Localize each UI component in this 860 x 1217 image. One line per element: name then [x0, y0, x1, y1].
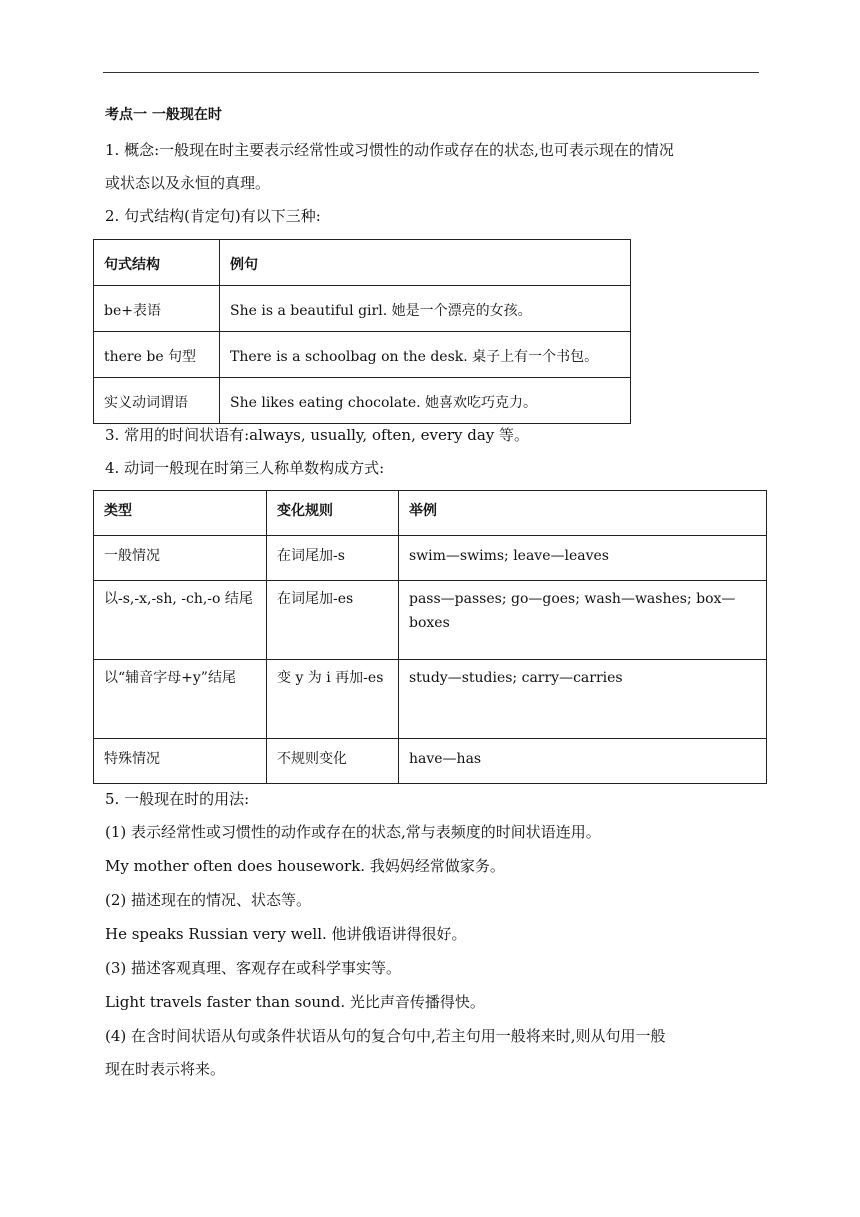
- table-header-cell: 类型: [94, 491, 267, 536]
- table-cell: 一般情况: [94, 536, 267, 581]
- table-cell: 特殊情况: [94, 739, 267, 784]
- third-person-singular-table: [93, 490, 767, 784]
- usage-4-line-2: 现在时表示将来。: [105, 1060, 226, 1078]
- table-cell: 不规则变化: [267, 739, 399, 784]
- header-rule: [103, 72, 759, 73]
- table-cell: 在词尾加-es: [267, 581, 399, 660]
- usage-2: (2) 描述现在的情况、状态等。: [105, 891, 312, 909]
- paragraph-2: 2. 句式结构(肯定句)有以下三种:: [105, 207, 321, 225]
- table-row: [94, 378, 631, 424]
- section-title: 考点一 一般现在时: [105, 107, 222, 123]
- paragraph-1-line-1: 1. 概念:一般现在时主要表示经常性或习惯性的动作或存在的状态,也可表示现在的情况: [105, 141, 674, 159]
- table-cell: 实义动词谓语: [94, 378, 220, 424]
- example-1: My mother often does housework. 我妈妈经常做家务。: [105, 857, 505, 875]
- table-cell: there be 句型: [94, 332, 220, 378]
- paragraph-3: 3. 常用的时间状语有:always, usually, often, every day 等。: [105, 426, 530, 444]
- table-cell: be+表语: [94, 286, 220, 332]
- table-cell: There is a schoolbag on the desk. 桌子上有一个书包。: [220, 332, 631, 378]
- paragraph-4: 4. 动词一般现在时第三人称单数构成方式:: [105, 459, 385, 477]
- table-row: [94, 581, 767, 660]
- usage-3: (3) 描述客观真理、客观存在或科学事实等。: [105, 959, 402, 977]
- table-header-cell: 举例: [399, 491, 767, 536]
- table-cell: She likes eating chocolate. 她喜欢吃巧克力。: [220, 378, 631, 424]
- example-2: He speaks Russian very well. 他讲俄语讲得很好。: [105, 925, 467, 943]
- table-cell: 变 y 为 i 再加-es: [267, 660, 399, 739]
- table-header-cell: 变化规则: [267, 491, 399, 536]
- paragraph-5: 5. 一般现在时的用法:: [105, 790, 250, 808]
- table-header-cell: 例句: [220, 240, 631, 286]
- table-row: [94, 332, 631, 378]
- usage-1: (1) 表示经常性或习惯性的动作或存在的状态,常与表频度的时间状语连用。: [105, 823, 601, 841]
- table-cell: 在词尾加-s: [267, 536, 399, 581]
- table-header-cell: 句式结构: [94, 240, 220, 286]
- table-cell: have—has: [399, 739, 767, 784]
- usage-4-line-1: (4) 在含时间状语从句或条件状语从句的复合句中,若主句用一般将来时,则从句用一般: [105, 1027, 666, 1045]
- table-cell: study—studies; carry—carries: [399, 660, 767, 739]
- table-cell: swim—swims; leave—leaves: [399, 536, 767, 581]
- table-row: [94, 286, 631, 332]
- table-cell: 以-s,-x,-sh, -ch,-o 结尾: [94, 581, 267, 660]
- sentence-structure-table: [93, 239, 631, 424]
- table-cell: She is a beautiful girl. 她是一个漂亮的女孩。: [220, 286, 631, 332]
- paragraph-1-line-2: 或状态以及永恒的真理。: [105, 174, 271, 192]
- table-row: [94, 660, 767, 739]
- table-row: [94, 739, 767, 784]
- table-header-row: [94, 240, 631, 286]
- table-header-row: [94, 491, 767, 536]
- example-3: Light travels faster than sound. 光比声音传播得快。: [105, 993, 485, 1011]
- table-cell: pass—passes; go—goes; wash—washes; box—boxes: [399, 581, 767, 660]
- table-cell: 以“辅音字母+y”结尾: [94, 660, 267, 739]
- table-row: [94, 536, 767, 581]
